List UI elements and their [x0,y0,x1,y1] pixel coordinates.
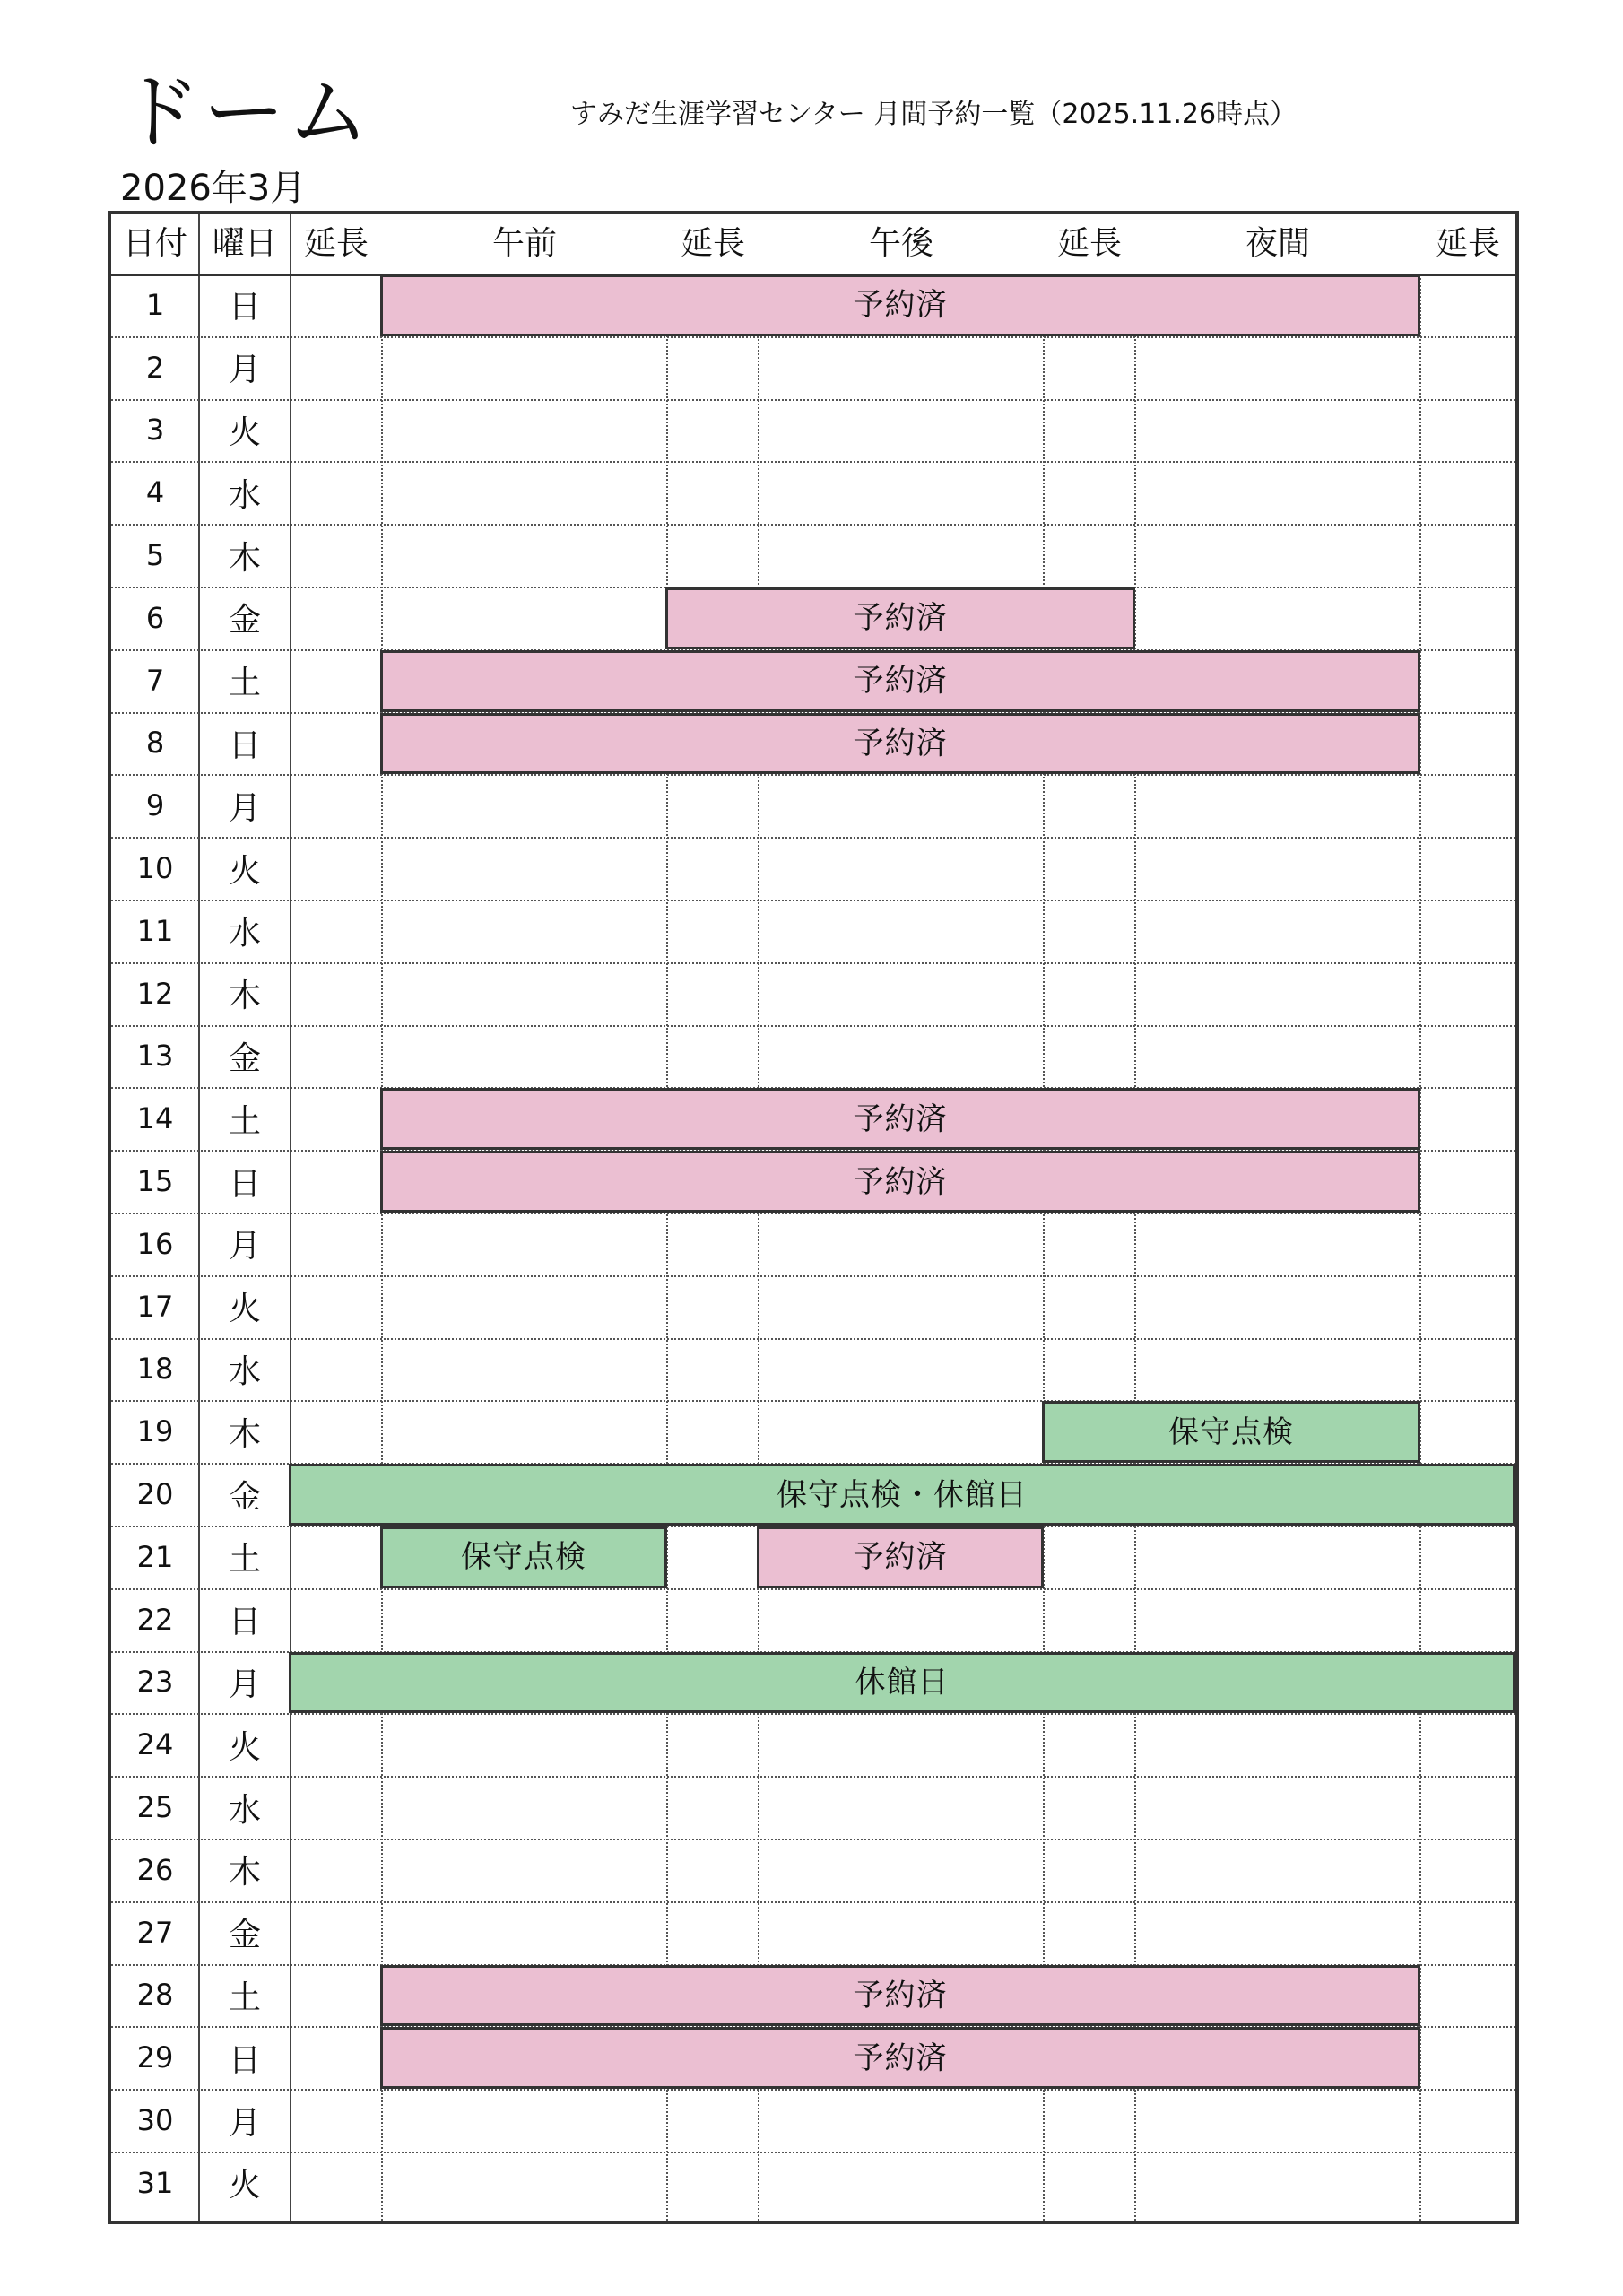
row-date: 19 [136,1414,174,1449]
column-header: 延長 [1435,225,1500,262]
row-weekday: 日 [228,289,261,326]
reserved-booking-bar: 予約済 [380,1088,1420,1150]
row-date: 20 [136,1477,174,1512]
column-header: 延長 [680,225,745,262]
column-header: 曜日 [212,225,277,262]
table-grid [111,214,1515,2221]
column-divider [1419,274,1421,2221]
row-date: 12 [136,976,174,1011]
row-weekday: 水 [228,1352,261,1390]
reserved-booking-bar: 予約済 [380,1965,1420,2027]
row-date: 21 [136,1539,174,1574]
maintenance-bar: 保守点検 [1042,1401,1420,1463]
row-weekday: 土 [228,1102,261,1140]
row-date: 28 [136,1978,174,2013]
row-divider [111,1713,1515,1715]
row-weekday: 水 [228,1791,261,1829]
row-weekday: 火 [228,2167,261,2205]
reserved-booking-bar: 予約済 [380,1151,1420,1213]
row-date: 16 [136,1226,174,1261]
row-date: 30 [136,2103,174,2138]
row-weekday: 火 [228,413,261,451]
row-weekday: 日 [228,1604,261,1641]
maintenance-bar: 保守点検 [380,1526,667,1588]
row-divider [111,1025,1515,1027]
row-divider [111,2089,1515,2091]
row-weekday: 日 [228,726,261,764]
reservation-table [108,211,1519,2224]
row-divider [111,1588,1515,1590]
row-date: 18 [136,1352,174,1387]
row-divider [111,774,1515,776]
row-date: 5 [145,538,165,573]
row-date: 14 [136,1101,174,1136]
row-weekday: 木 [228,1854,261,1892]
row-weekday: 月 [228,2104,261,2142]
document-subtitle: すみだ生涯学習センター 月間予約一覧（2025.11.26時点） [570,99,1298,130]
maintenance-bar: 保守点検・休館日 [289,1464,1515,1526]
row-date: 10 [136,851,174,886]
row-divider [111,461,1515,463]
row-date: 8 [145,726,165,761]
row-divider [111,962,1515,964]
row-date: 9 [145,788,165,823]
row-date: 15 [136,1164,174,1199]
facility-title: ドーム [118,65,372,161]
row-weekday: 月 [228,1228,261,1265]
row-weekday: 月 [228,352,261,389]
reserved-booking-bar: 予約済 [665,587,1135,649]
row-divider [111,399,1515,401]
row-weekday: 月 [228,789,261,827]
row-date: 13 [136,1039,174,1074]
row-date: 17 [136,1289,174,1324]
row-date: 1 [145,287,165,322]
row-date: 7 [145,663,165,698]
row-date: 25 [136,1790,174,1825]
row-weekday: 日 [228,2041,261,2079]
row-divider [111,336,1515,338]
row-date: 29 [136,2040,174,2075]
row-date: 22 [136,1602,174,1637]
row-date: 24 [136,1727,174,1762]
column-header: 午前 [491,225,557,262]
row-date: 2 [145,350,165,385]
row-weekday: 木 [228,1415,261,1453]
row-date: 6 [145,600,165,635]
column-divider [666,274,668,2221]
row-divider [111,1901,1515,1903]
row-date: 31 [136,2165,174,2200]
row-weekday: 金 [228,1917,261,1954]
row-weekday: 月 [228,1665,261,1703]
row-weekday: 金 [228,602,261,639]
row-date: 4 [145,475,165,510]
row-weekday: 金 [228,1478,261,1516]
column-header: 延長 [1056,225,1122,262]
row-weekday: 火 [228,1291,261,1328]
row-weekday: 木 [228,539,261,577]
column-header: 延長 [303,225,369,262]
column-divider [758,274,759,2221]
row-weekday: 土 [228,1979,261,2016]
maintenance-bar: 休館日 [289,1652,1515,1714]
reserved-booking-bar: 予約済 [380,713,1420,775]
row-divider [111,1776,1515,1778]
row-date: 3 [145,413,165,448]
month-label: 2026年3月 [120,168,307,209]
row-weekday: 火 [228,852,261,890]
row-date: 27 [136,1915,174,1950]
row-divider [111,524,1515,526]
column-divider [1134,274,1136,2221]
reserved-booking-bar: 予約済 [380,650,1420,712]
column-header: 午後 [868,225,933,262]
column-header: 日付 [122,225,187,262]
row-weekday: 土 [228,665,261,702]
row-divider [111,1213,1515,1214]
column-header: 夜間 [1245,225,1310,262]
row-weekday: 火 [228,1728,261,1766]
row-divider [111,1338,1515,1340]
row-weekday: 日 [228,1165,261,1203]
row-weekday: 木 [228,978,261,1015]
row-divider [111,2152,1515,2153]
column-divider [381,274,383,2221]
row-weekday: 金 [228,1039,261,1077]
row-divider [111,1275,1515,1277]
column-divider [1043,274,1045,2221]
reserved-booking-bar: 予約済 [380,274,1420,336]
row-weekday: 水 [228,476,261,514]
reserved-booking-bar: 予約済 [380,2027,1420,2089]
row-divider [111,837,1515,839]
row-date: 11 [136,913,174,948]
row-divider [111,900,1515,901]
row-date: 26 [136,1852,174,1887]
row-weekday: 水 [228,915,261,952]
row-date: 23 [136,1665,174,1700]
row-weekday: 土 [228,1541,261,1578]
row-divider [111,1839,1515,1840]
reserved-booking-bar: 予約済 [757,1526,1044,1588]
